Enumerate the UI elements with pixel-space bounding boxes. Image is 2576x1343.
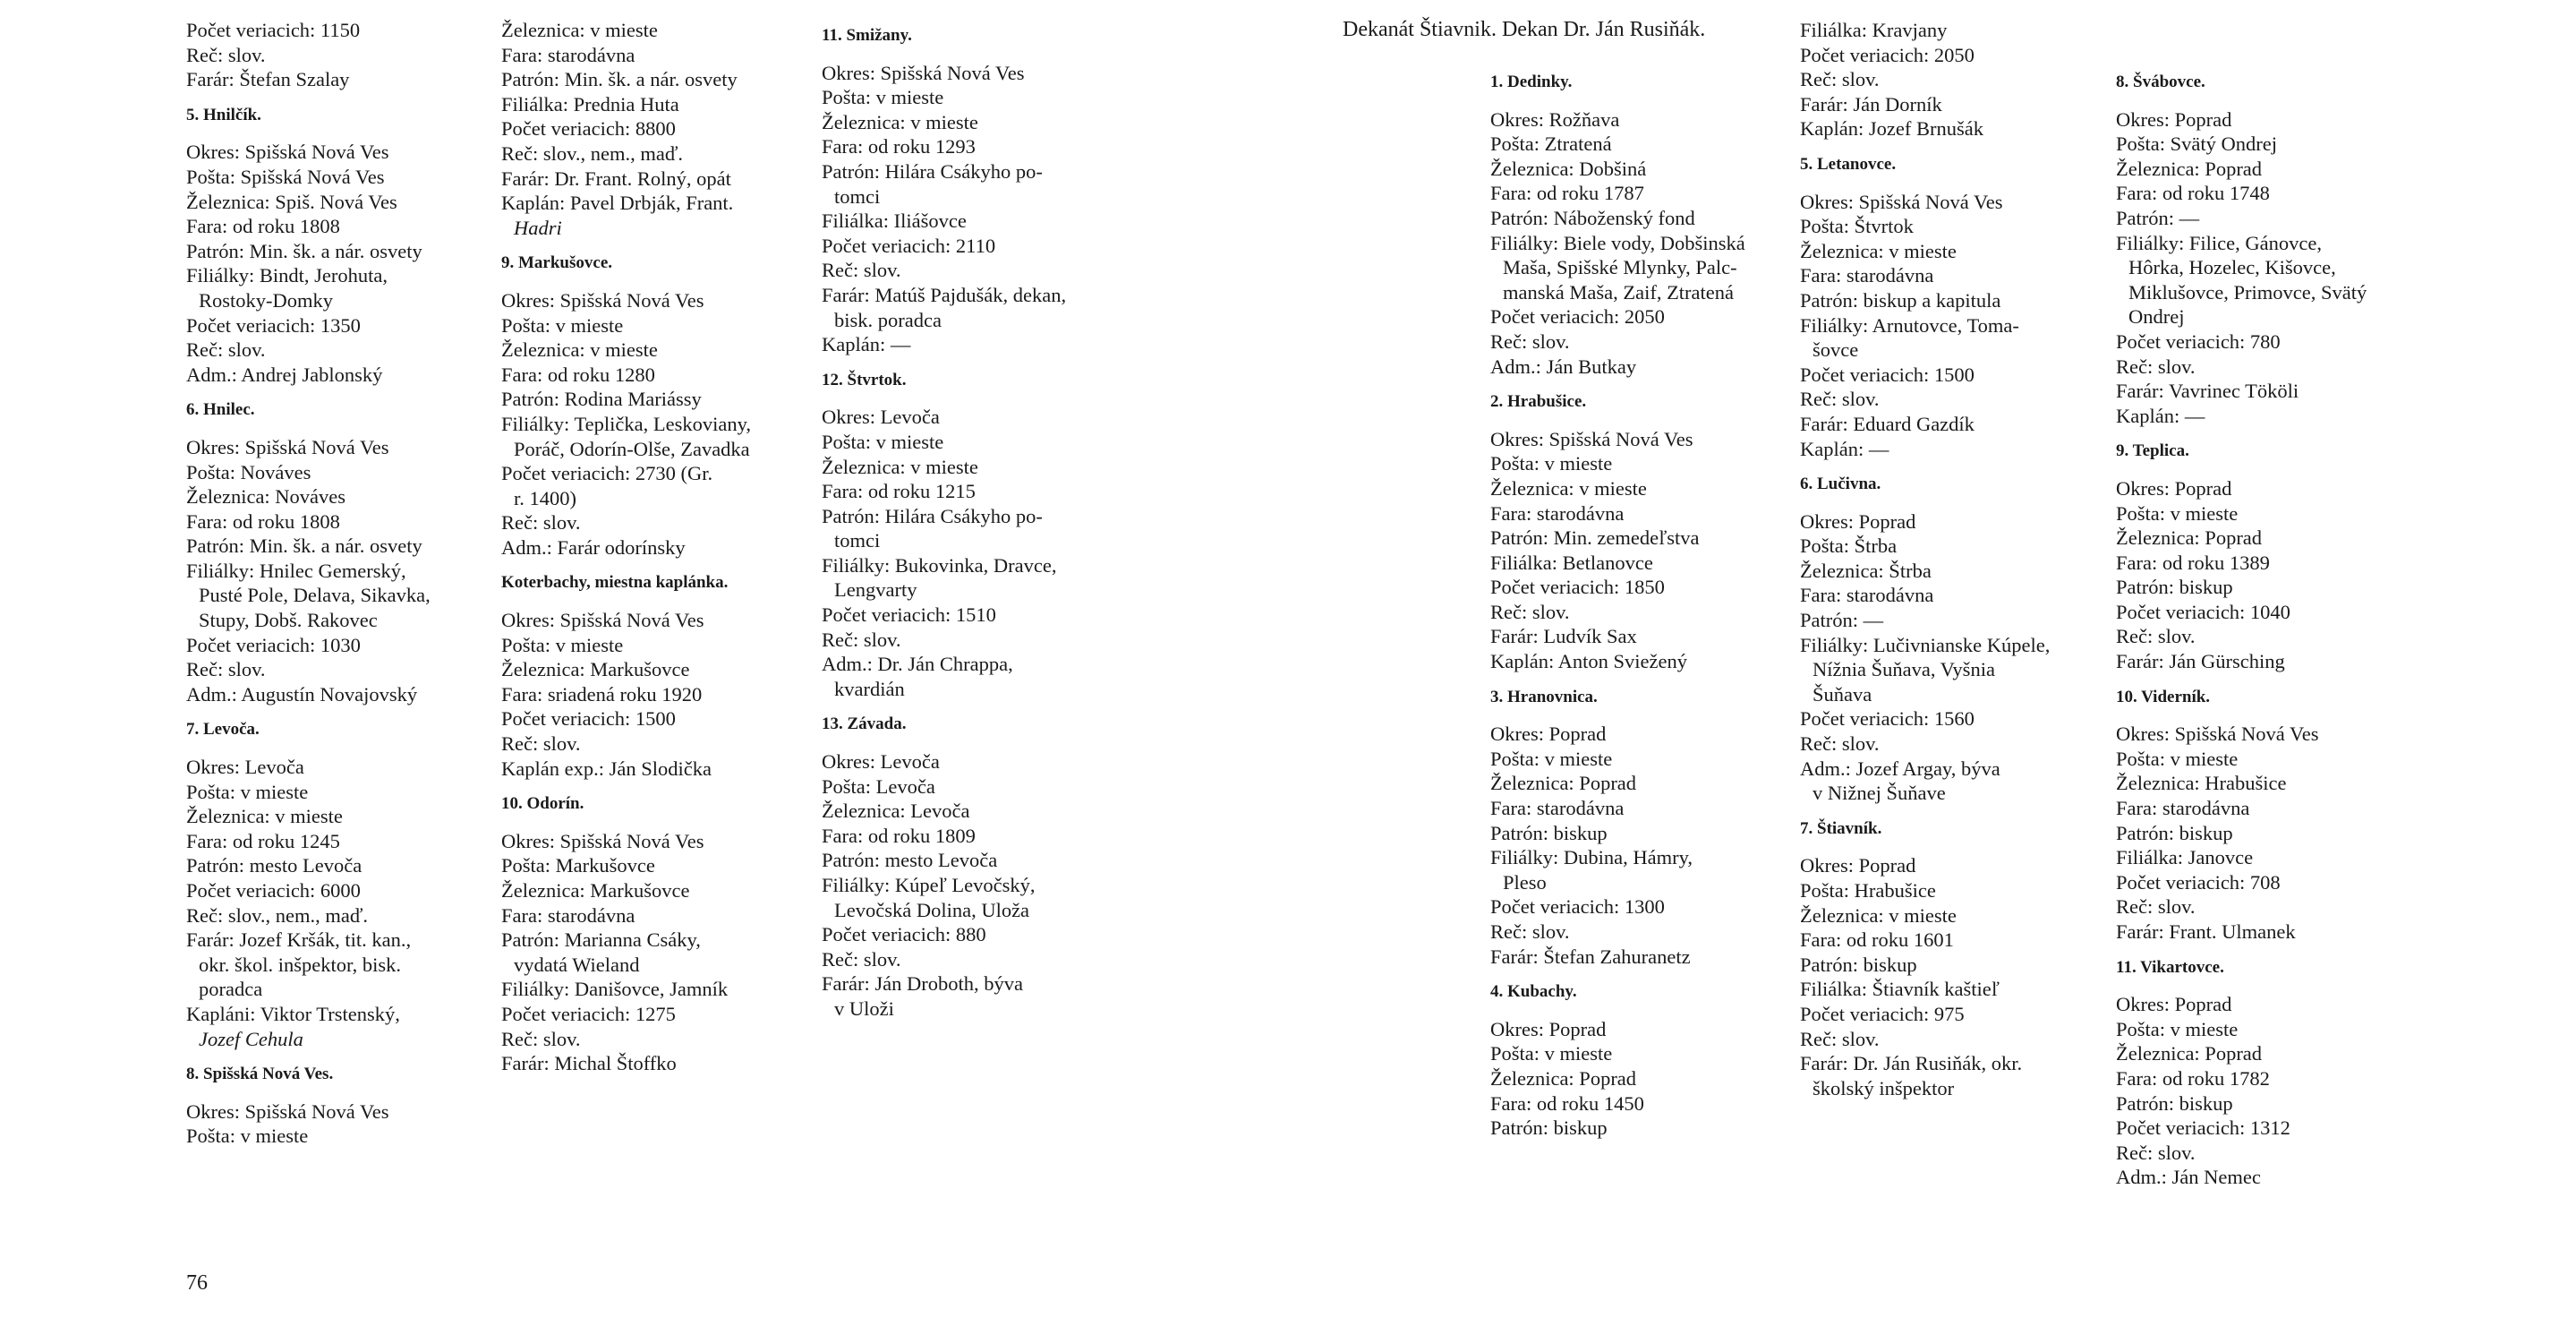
parish-entry xyxy=(1800,817,2104,1101)
entry-line: Farár: Štefan Szalay xyxy=(186,68,350,91)
entry-line: Fara: od roku 1215 xyxy=(822,480,976,503)
parish-title: 4. Kubachy. xyxy=(1490,982,1577,1002)
entry-line: Reč: slov. xyxy=(822,259,901,282)
entry-line: Farár: Ján Dorník xyxy=(1800,92,1942,115)
entry-line: Železnica: Štrba xyxy=(1800,559,1932,582)
entry-line: Reč: slov. xyxy=(1490,600,1570,623)
entry-line: Kaplán: Pavel Drbják, Frant. xyxy=(501,192,734,215)
left-column-3 xyxy=(822,18,1144,1022)
entry-line: Okres: Spišská Nová Ves xyxy=(186,435,389,458)
entry-line: Počet veriacich: 2110 xyxy=(822,234,996,257)
entry-line: Fara: od roku 1808 xyxy=(186,215,340,238)
entry-line: Reč: slov. xyxy=(501,1027,581,1050)
entry-line: Fara: od roku 1450 xyxy=(1490,1091,1644,1115)
entry-line: Počet veriacich: 1500 xyxy=(501,707,676,731)
entry-line: Pošta: v mieste xyxy=(501,633,624,656)
entry-line: Pošta: Štvrtok xyxy=(1800,215,1914,238)
entry-line: Pošta: v mieste xyxy=(822,430,944,453)
entry-line: Patrón: — xyxy=(2116,206,2200,229)
parish-entry xyxy=(501,791,806,1076)
right-column-1 xyxy=(1490,64,1795,1141)
entry-line: Reč: slov. xyxy=(822,628,901,651)
entry-line: Železnica: v mieste xyxy=(1800,903,1957,927)
entry-line: Fara: starodávna xyxy=(1800,584,1934,607)
entry-line: Patrón: biskup a kapitula xyxy=(1800,288,2001,312)
entry-line: Počet veriacich: 1040 xyxy=(2116,600,2290,623)
entry-line: Železnica: Poprad xyxy=(1490,772,1637,795)
entry-line: Pošta: Spišská Nová Ves xyxy=(186,165,385,188)
entry-line: Počet veriacich: 1500 xyxy=(1800,363,1975,386)
parish-entry xyxy=(186,18,482,92)
entry-line: Fara: od roku 1293 xyxy=(822,135,976,158)
entry-line: Patrón: Min. šk. a nár. osvety xyxy=(186,239,422,262)
entry-line: Počet veriacich: 1300 xyxy=(1490,895,1665,919)
entry-line: Patrón: mesto Levoča xyxy=(186,854,363,877)
entry-line: Počet veriacich: 708 xyxy=(2116,870,2281,894)
entry-line: Reč: slov. xyxy=(501,732,581,756)
entry-line: Reč: slov., nem., maď. xyxy=(501,141,684,165)
entry-line: Patrón: biskup xyxy=(2116,1091,2233,1115)
entry-line: Železnica: v mieste xyxy=(501,338,658,362)
entry-line: Pošta: Levoča xyxy=(822,774,935,798)
entry-line: Farár: Ludvík Sax xyxy=(1490,625,1637,648)
entry-line: Adm.: Andrej Jablonský xyxy=(186,363,383,386)
entry-line: Pošta: v mieste xyxy=(1490,452,1613,475)
entry-line: Fara: sriadená roku 1920 xyxy=(501,682,703,706)
entry-line: Adm.: Ján Butkay xyxy=(1490,355,1637,378)
entry-line: Filiálky: Dubina, Hámry, xyxy=(1490,846,1693,869)
entry-line: Reč: slov. xyxy=(2116,625,2196,648)
parish-entry xyxy=(501,570,806,781)
entry-line: Adm.: Augustín Novajovský xyxy=(186,682,418,706)
left-column-1 xyxy=(186,18,482,1149)
parish-title: 2. Hrabušice. xyxy=(1490,392,1587,412)
entry-line: Patrón: — xyxy=(1800,609,1884,632)
parish-entry xyxy=(822,712,1144,1021)
parish-title: 9. Teplica. xyxy=(2116,441,2189,461)
entry-line: Jozef Cehula xyxy=(199,1027,303,1050)
entry-line: Počet veriacich: 1312 xyxy=(2116,1116,2290,1140)
entry-line: Pošta: v mieste xyxy=(2116,501,2239,525)
entry-line: Farár: Ján Gürsching xyxy=(2116,650,2285,673)
entry-line: Fara: od roku 1389 xyxy=(2116,551,2270,574)
entry-line: Okres: Poprad xyxy=(1800,854,1916,877)
entry-line: Farár: Frant. Ulmanek xyxy=(2116,920,2296,943)
entry-line: Železnica: Poprad xyxy=(1490,1066,1637,1090)
entry-line: Počet veriacich: 8800 xyxy=(501,117,676,141)
entry-line: Ondrej xyxy=(2128,305,2185,329)
parish-title: Koterbachy, miestna kaplánka. xyxy=(501,573,729,593)
entry-line: r. 1400) xyxy=(514,486,576,509)
entry-line: Počet veriacich: 2730 (Gr. xyxy=(501,462,713,485)
entry-line: Fara: starodávna xyxy=(1490,797,1625,820)
entry-line: Nížnia Šuňava, Vyšnia xyxy=(1813,658,1995,681)
entry-line: Patrón: Hilára Csákyho po- xyxy=(822,159,1043,183)
parish-entry xyxy=(2116,685,2420,945)
parish-title: 6. Hnilec. xyxy=(186,400,255,420)
entry-line: Rostoky-Domky xyxy=(199,288,334,312)
parish-entry xyxy=(501,251,806,560)
entry-line: Kaplán: — xyxy=(1800,437,1889,460)
entry-line: Okres: Spišská Nová Ves xyxy=(822,61,1025,84)
parish-title: 5. Hnilčík. xyxy=(186,105,261,124)
entry-line: Reč: slov., nem., maď. xyxy=(186,903,369,927)
entry-line: Pusté Pole, Delava, Sikavka, xyxy=(199,584,431,607)
entry-line: Okres: Spišská Nová Ves xyxy=(1490,427,1693,450)
entry-line: Filiálky: Filice, Gánovce, xyxy=(2116,231,2322,254)
entry-line: Filiálka: Štiavník kaštieľ xyxy=(1800,978,2000,1001)
parish-entry xyxy=(1800,18,2104,141)
entry-line: Počet veriacich: 1030 xyxy=(186,633,361,656)
entry-line: tomci xyxy=(834,529,881,552)
entry-line: Pošta: v mieste xyxy=(186,1125,309,1148)
parish-entry xyxy=(1800,472,2104,806)
entry-line: Reč: slov. xyxy=(1800,68,1880,91)
parish-entry xyxy=(501,18,806,240)
entry-line: Železnica: Hrabušice xyxy=(2116,772,2287,795)
entry-line: Filiálky: Lučivnianske Kúpele, xyxy=(1800,633,2051,656)
entry-line: Fara: starodávna xyxy=(1490,501,1625,525)
entry-line: Patrón: biskup xyxy=(1490,821,1608,844)
entry-line: Farár: Vavrinec Tököli xyxy=(2116,380,2299,403)
entry-line: Farár: Dr. Frant. Rolný, opát xyxy=(501,167,731,190)
entry-line: Železnica: v mieste xyxy=(501,19,658,41)
parish-title: 3. Hranovnica. xyxy=(1490,687,1598,706)
entry-line: Okres: Poprad xyxy=(1490,1017,1607,1040)
parish-entry xyxy=(1490,70,1795,379)
entry-line: Reč: slov. xyxy=(2116,895,2196,919)
entry-line: Počet veriacich: 975 xyxy=(1800,1002,1965,1025)
entry-line: Fara: starodávna xyxy=(2116,797,2250,820)
entry-line: Fara: od roku 1787 xyxy=(1490,182,1644,205)
parish-title: 10. Viderník. xyxy=(2116,687,2211,706)
entry-line: Lengvarty xyxy=(834,578,917,602)
entry-line: Fara: od roku 1280 xyxy=(501,363,655,386)
entry-line: Okres: Spišská Nová Ves xyxy=(186,141,389,164)
entry-line: Filiálka: Iliášovce xyxy=(822,210,967,233)
entry-line: Reč: slov. xyxy=(1800,388,1880,411)
entry-line: Filiálka: Prednia Huta xyxy=(501,92,679,115)
entry-line: bisk. poradca xyxy=(834,308,942,331)
entry-line: Patrón: mesto Levoča xyxy=(822,849,998,872)
entry-line: školský inšpektor xyxy=(1813,1076,1955,1099)
entry-line: v Nižnej Šuňave xyxy=(1813,782,1946,805)
entry-line: Miklušovce, Primovce, Svätý xyxy=(2128,280,2367,304)
entry-line: Stupy, Dobš. Rakovec xyxy=(199,609,378,632)
entry-line: Počet veriacich: 1560 xyxy=(1800,707,1975,731)
entry-line: Železnica: Markušovce xyxy=(501,658,690,681)
entry-line: Okres: Rožňava xyxy=(1490,107,1620,131)
entry-line: Kaplán exp.: Ján Slodička xyxy=(501,757,712,780)
entry-line: Patrón: biskup xyxy=(2116,576,2233,599)
parish-entry xyxy=(186,1062,482,1149)
entry-line: Počet veriacich: 6000 xyxy=(186,879,361,902)
entry-line: Poráč, Odorín-Olše, Zavadka xyxy=(514,437,750,460)
entry-line: Filiálky: Biele vody, Dobšinská xyxy=(1490,231,1745,254)
entry-line: Počet veriacich: 1510 xyxy=(822,603,996,627)
entry-line: Železnica: Nováves xyxy=(186,485,346,509)
parish-entry xyxy=(186,103,482,388)
entry-line: Kaplán: Anton Sviežený xyxy=(1490,650,1687,673)
entry-line: Farár: Štefan Zahuranetz xyxy=(1490,945,1691,968)
entry-line: šovce xyxy=(1813,338,1859,362)
parish-entry xyxy=(186,398,482,706)
entry-line: Železnica: Poprad xyxy=(2116,1042,2263,1065)
entry-line: Patrón: biskup xyxy=(1490,1116,1608,1140)
entry-line: Patrón: biskup xyxy=(1800,953,1917,976)
entry-line: okr. škol. inšpektor, bisk. xyxy=(199,953,401,976)
entry-line: Fara: starodávna xyxy=(501,43,635,66)
entry-line: Farár: Ján Droboth, býva xyxy=(822,972,1023,996)
entry-line: Železnica: v mieste xyxy=(822,455,978,478)
entry-line: Železnica: v mieste xyxy=(822,110,978,133)
entry-line: vydatá Wieland xyxy=(514,953,640,976)
entry-line: Reč: slov. xyxy=(1800,732,1880,756)
entry-line: Patrón: biskup xyxy=(2116,821,2233,844)
entry-line: Počet veriacich: 2050 xyxy=(1490,305,1665,329)
entry-line: Maša, Spišské Mlynky, Palc- xyxy=(1503,256,1737,279)
entry-line: Patrón: Min. zemedeľstva xyxy=(1490,526,1700,550)
entry-line: Reč: slov. xyxy=(822,947,901,971)
page-number: 76 xyxy=(186,1271,208,1295)
entry-line: manská Maša, Zaif, Ztratená xyxy=(1503,280,1735,304)
entry-line: Filiálka: Janovce xyxy=(2116,846,2254,869)
entry-line: Železnica: Dobšiná xyxy=(1490,157,1647,180)
parish-entry xyxy=(1800,152,2104,461)
right-page xyxy=(1288,0,2576,1343)
entry-line: Farár: Michal Štoffko xyxy=(501,1052,677,1075)
parish-entry xyxy=(822,23,1144,357)
entry-line: Patrón: Rodina Mariássy xyxy=(501,388,702,411)
left-column-2 xyxy=(501,18,806,1076)
parish-entry xyxy=(2116,70,2420,428)
entry-line: Levočská Dolina, Uloža xyxy=(834,898,1030,921)
entry-line: Fara: od roku 1782 xyxy=(2116,1066,2270,1090)
entry-line: Železnica: v mieste xyxy=(1490,476,1647,500)
entry-line: Reč: slov. xyxy=(501,511,581,535)
entry-line: Fara: od roku 1748 xyxy=(2116,182,2270,205)
entry-line: Patrón: Marianna Csáky, xyxy=(501,928,701,952)
entry-line: Hadri xyxy=(514,216,562,239)
parish-title: 8. Spišská Nová Ves. xyxy=(186,1065,334,1084)
entry-line: Pošta: Markušovce xyxy=(501,854,655,877)
parish-title: 11. Vikartovce. xyxy=(2116,957,2224,977)
entry-line: Počet veriacich: 780 xyxy=(2116,329,2281,353)
parish-entry xyxy=(186,717,482,1051)
entry-line: Počet veriacich: 1275 xyxy=(501,1002,676,1025)
entry-line: Pošta: v mieste xyxy=(2116,1017,2239,1040)
parish-entry xyxy=(2116,955,2420,1190)
entry-line: Farár: Matúš Pajdušák, dekan, xyxy=(822,283,1067,306)
parish-title: 9. Markušovce. xyxy=(501,253,613,273)
entry-line: Počet veriacich: 2050 xyxy=(1800,43,1975,66)
entry-line: Železnica: Poprad xyxy=(2116,526,2263,550)
entry-line: Farár: Dr. Ján Rusiňák, okr. xyxy=(1800,1052,2023,1075)
entry-line: Fara: od roku 1809 xyxy=(822,824,976,847)
entry-line: Počet veriacich: 1150 xyxy=(186,19,361,41)
entry-line: Železnica: Spiš. Nová Ves xyxy=(186,190,397,213)
entry-line: Pošta: v mieste xyxy=(186,780,309,803)
entry-line: Reč: slov. xyxy=(2116,1141,2196,1164)
entry-line: Kaplán: — xyxy=(2116,404,2205,427)
entry-line: v Uloži xyxy=(834,997,894,1020)
entry-line: Počet veriacich: 880 xyxy=(822,923,986,946)
entry-line: Filiálky: Arnutovce, Toma- xyxy=(1800,313,2019,337)
entry-line: Patrón: Náboženský fond xyxy=(1490,206,1695,229)
entry-line: Pošta: v mieste xyxy=(1490,1042,1613,1065)
entry-line: Reč: slov. xyxy=(1490,920,1570,943)
parish-entry xyxy=(2116,439,2420,673)
parish-title: 1. Dedinky. xyxy=(1490,73,1573,91)
entry-line: Pošta: Štrba xyxy=(1800,535,1898,558)
entry-line: Okres: Poprad xyxy=(2116,993,2232,1016)
parish-title: 6. Lučivna. xyxy=(1800,475,1881,494)
entry-line: poradca xyxy=(199,978,263,1001)
entry-line: Šuňava xyxy=(1813,682,1872,706)
entry-line: Pošta: Ztratená xyxy=(1490,133,1612,156)
entry-line: Kaplán: — xyxy=(822,333,911,356)
entry-line: Fara: starodávna xyxy=(501,903,635,927)
entry-line: Hôrka, Hozelec, Kišovce, xyxy=(2128,256,2336,279)
entry-line: Pošta: Hrabušice xyxy=(1800,879,1936,902)
parish-entry xyxy=(822,368,1144,702)
entry-line: Počet veriacich: 1350 xyxy=(186,313,361,337)
entry-line: kvardián xyxy=(834,677,905,700)
entry-line: Patrón: Min. šk. a nár. osvety xyxy=(186,535,422,558)
entry-line: Okres: Poprad xyxy=(2116,107,2232,131)
entry-line: Okres: Poprad xyxy=(2116,476,2232,500)
parish-entry xyxy=(1490,389,1795,674)
parish-title: 8. Švábovce. xyxy=(2116,73,2205,91)
entry-line: Okres: Spišská Nová Ves xyxy=(2116,723,2319,746)
parish-entry xyxy=(1490,685,1795,970)
entry-line: Reč: slov. xyxy=(1800,1027,1880,1050)
entry-line: Filiálky: Hnilec Gemerský, xyxy=(186,559,406,582)
entry-line: Filiálky: Kúpeľ Levočský, xyxy=(822,874,1036,896)
entry-line: Okres: Spišská Nová Ves xyxy=(1800,190,2003,213)
entry-line: Železnica: Poprad xyxy=(2116,157,2263,180)
entry-line: Reč: slov. xyxy=(186,338,266,362)
entry-line: Fara: starodávna xyxy=(1800,264,1934,287)
entry-line: Filiálky: Bindt, Jerohuta, xyxy=(186,264,388,287)
parish-title: 12. Štvrtok. xyxy=(822,370,907,389)
entry-line: Filiálka: Kravjany xyxy=(1800,19,1948,41)
entry-line: Pošta: v mieste xyxy=(2116,747,2239,770)
entry-line: Filiálka: Betlanovce xyxy=(1490,551,1653,574)
running-head: Dekanát Štiavnik. Dekan Dr. Ján Rusiňák. xyxy=(1343,18,1706,41)
entry-line: Reč: slov. xyxy=(2116,355,2196,378)
entry-line: Okres: Levoča xyxy=(822,750,940,774)
parish-title: 13. Závada. xyxy=(822,714,907,734)
entry-line: Okres: Spišská Nová Ves xyxy=(501,288,704,312)
entry-line: Patrón: Min. šk. a nár. osvety xyxy=(501,68,738,91)
entry-line: Adm.: Jozef Argay, býva xyxy=(1800,757,2000,780)
right-column-2 xyxy=(1800,18,2104,1100)
entry-line: Kapláni: Viktor Trstenský, xyxy=(186,1002,400,1025)
entry-line: Pošta: v mieste xyxy=(501,313,624,337)
entry-line: Kaplán: Jozef Brnušák xyxy=(1800,117,1983,141)
entry-line: Adm.: Ján Nemec xyxy=(2116,1166,2261,1189)
entry-line: Železnica: v mieste xyxy=(1800,239,1957,262)
entry-line: Farár: Jozef Kršák, tit. kan., xyxy=(186,928,412,952)
entry-line: Reč: slov. xyxy=(186,43,266,66)
entry-line: Fara: od roku 1808 xyxy=(186,509,340,533)
entry-line: Okres: Spišská Nová Ves xyxy=(501,609,704,632)
entry-line: Okres: Levoča xyxy=(186,756,304,779)
entry-line: Farár: Eduard Gazdík xyxy=(1800,412,1975,435)
entry-line: Okres: Spišská Nová Ves xyxy=(186,1099,389,1123)
entry-line: Filiálky: Danišovce, Jamník xyxy=(501,978,729,1001)
entry-line: Okres: Levoča xyxy=(822,406,940,429)
right-column-3 xyxy=(2116,64,2420,1190)
entry-line: Železnica: Markušovce xyxy=(501,879,690,902)
entry-line: Reč: slov. xyxy=(186,658,266,681)
entry-line: Pošta: Nováves xyxy=(186,460,311,483)
entry-line: Železnica: v mieste xyxy=(186,805,343,828)
entry-line: Filiálky: Bukovinka, Dravce, xyxy=(822,553,1057,577)
entry-line: Okres: Poprad xyxy=(1800,509,1916,533)
entry-line: Okres: Poprad xyxy=(1490,723,1607,746)
parish-title: 11. Smižany. xyxy=(822,26,912,45)
parish-entry xyxy=(1490,979,1795,1141)
entry-line: Okres: Spišská Nová Ves xyxy=(501,829,704,852)
entry-line: Počet veriacich: 1850 xyxy=(1490,576,1665,599)
entry-line: Patrón: Hilára Csákyho po- xyxy=(822,504,1043,527)
entry-line: tomci xyxy=(834,184,881,208)
entry-line: Fara: od roku 1245 xyxy=(186,829,340,852)
parish-title: 7. Štiavník. xyxy=(1800,818,1882,838)
entry-line: Adm.: Dr. Ján Chrappa, xyxy=(822,653,1013,676)
entry-line: Železnica: Levoča xyxy=(822,800,970,823)
entry-line: Fara: od roku 1601 xyxy=(1800,928,1954,952)
parish-title: 5. Letanovce. xyxy=(1800,154,1897,174)
parish-title: 10. Odorín. xyxy=(501,794,584,814)
entry-line: Pošta: v mieste xyxy=(1490,747,1613,770)
entry-line: Pošta: v mieste xyxy=(822,86,944,109)
entry-line: Adm.: Farár odorínsky xyxy=(501,535,686,559)
entry-line: Pošta: Svätý Ondrej xyxy=(2116,133,2277,156)
entry-line: Pleso xyxy=(1503,870,1547,894)
parish-title: 7. Levoča. xyxy=(186,720,260,740)
entry-line: Reč: slov. xyxy=(1490,329,1570,353)
entry-line: Filiálky: Teplička, Leskoviany, xyxy=(501,412,751,435)
